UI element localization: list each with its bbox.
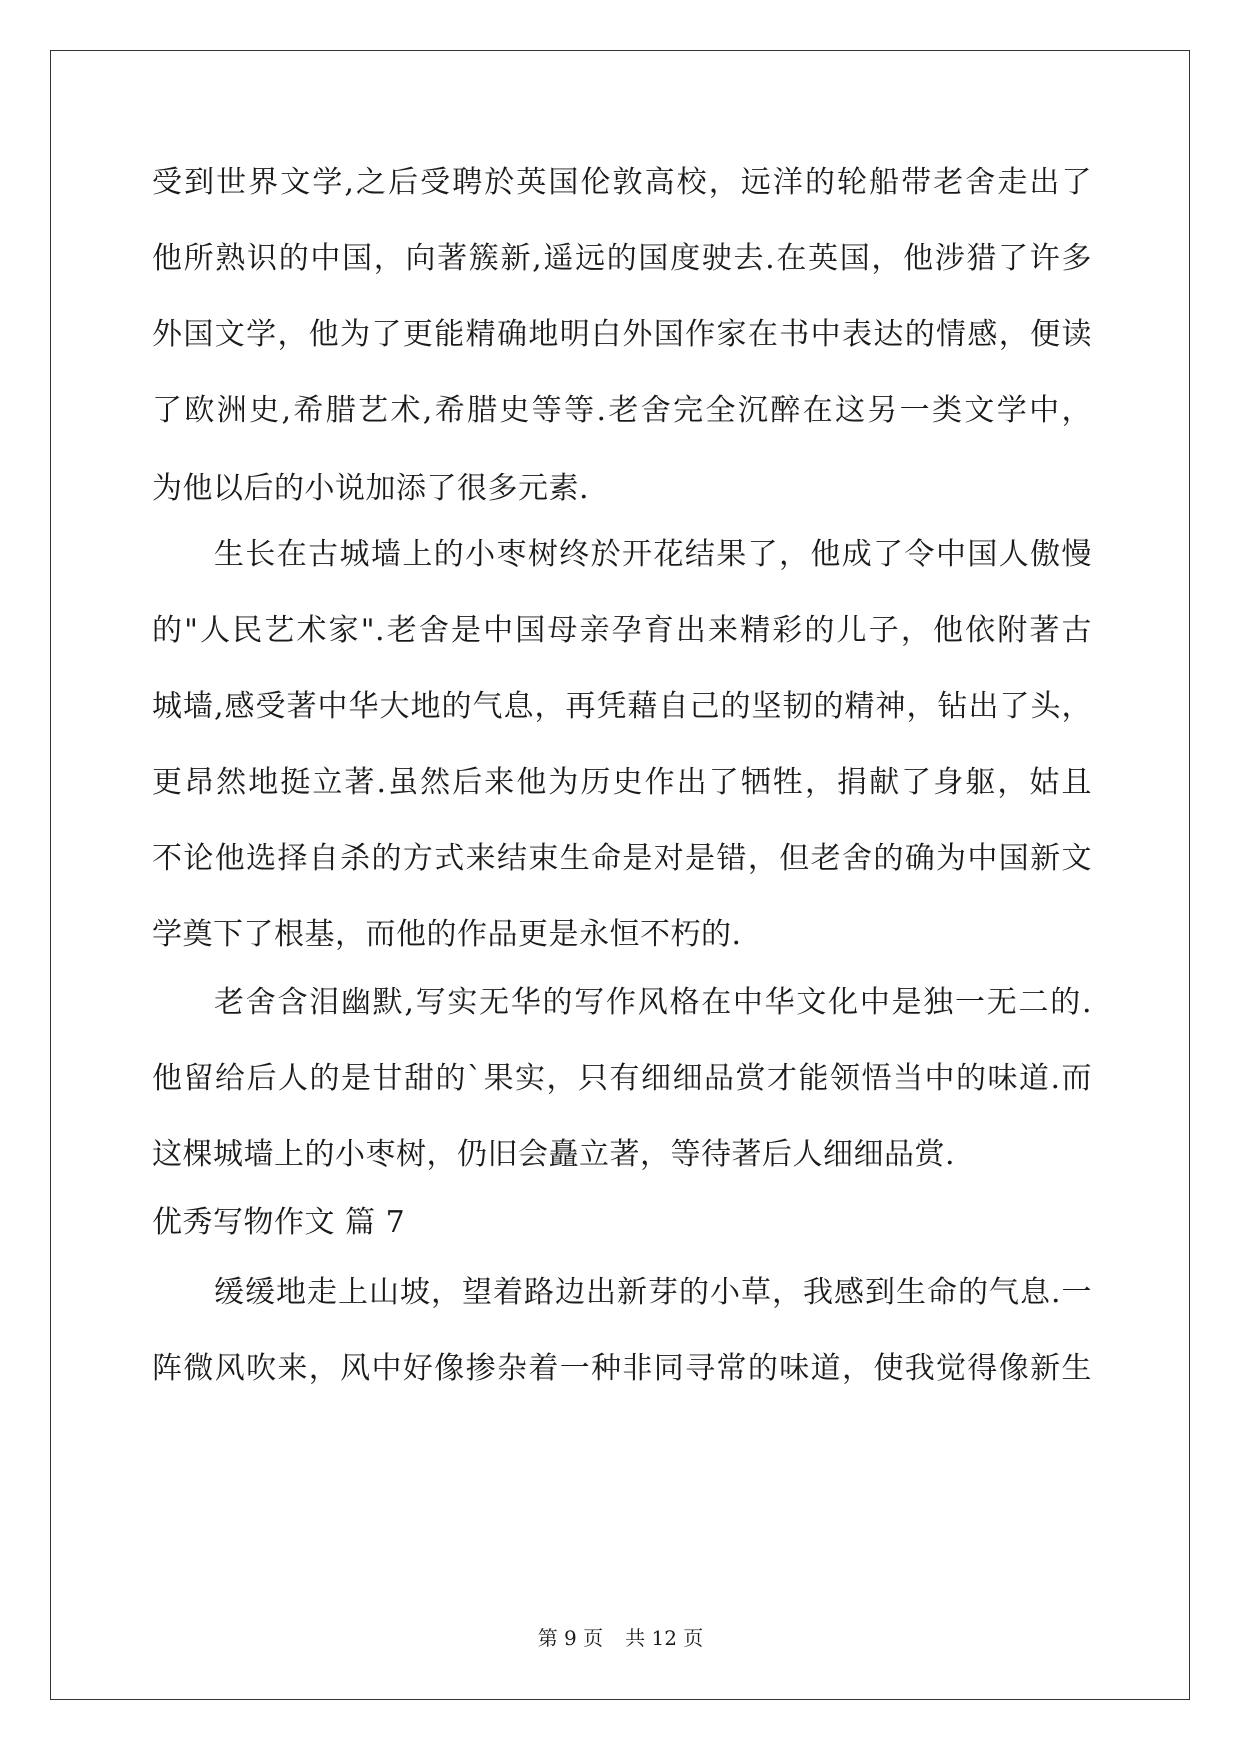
text-line: 不论他选择自杀的方式来结束生命是对是错，但老舍的确为中国新文 [152, 841, 1092, 876]
text-line: 他所熟识的中国，向著簇新,遥远的国度驶去.在英国，他涉猎了许多 [152, 241, 1092, 276]
text-line: 老舍含泪幽默,写实无华的写作风格在中华文化中是独一无二的. [214, 985, 1092, 1020]
text-line: 的"人民艺术家".老舍是中国母亲孕育出来精彩的儿子，他依附著古 [152, 613, 1092, 648]
text-line: 生长在古城墙上的小枣树终於开花结果了，他成了令中国人傲慢 [214, 537, 1092, 572]
text-line: 受到世界文学,之后受聘於英国伦敦高校，远洋的轮船带老舍走出了 [152, 165, 1092, 200]
text-line: 为他以后的小说加添了很多元素. [152, 471, 590, 506]
text-line: 了欧洲史,希腊艺术,希腊史等等.老舍完全沉醉在这另一类文学中， [152, 393, 1092, 428]
section-heading: 优秀写物作文 篇 7 [152, 1205, 406, 1240]
text-line: 这棵城墙上的小枣树，仍旧会矗立著，等待著后人细细品赏. [152, 1137, 956, 1172]
text-line: 阵微风吹来，风中好像掺杂着一种非同寻常的味道，使我觉得像新生 [152, 1351, 1092, 1386]
text-line: 更昂然地挺立著.虽然后来他为历史作出了牺牲，捐献了身躯，姑且 [152, 765, 1092, 800]
page-total: 共 12 页 [625, 1626, 704, 1650]
text-line: 他留给后人的是甘甜的`果实，只有细细品赏才能领悟当中的味道.而 [152, 1061, 1092, 1096]
text-line: 城墙,感受著中华大地的气息，再凭藉自己的坚韧的精神，钻出了头， [152, 689, 1092, 724]
text-line: 学奠下了根基，而他的作品更是永恒不朽的. [152, 917, 742, 952]
text-line: 缓缓地走上山坡，望着路边出新芽的小草，我感到生命的气息.一 [214, 1275, 1092, 1310]
page-number: 第 9 页 [537, 1626, 604, 1650]
page-footer [0, 1626, 1241, 1650]
text-line: 外国文学，他为了更能精确地明白外国作家在书中表达的情感，便读 [152, 317, 1092, 352]
